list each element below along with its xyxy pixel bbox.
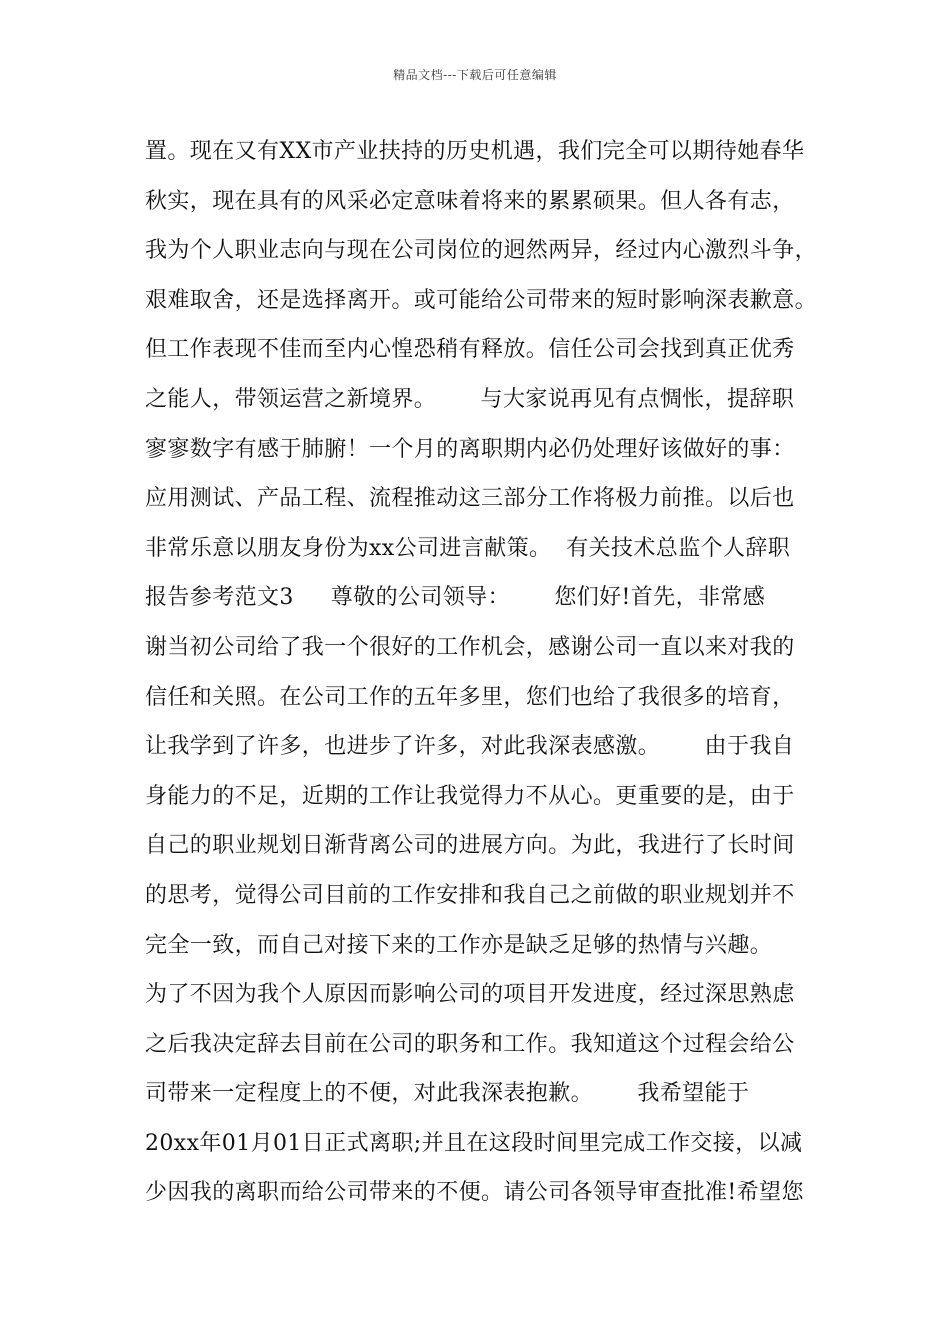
- text-line: 身能力的不足，近期的工作让我觉得力不从心。更重要的是，由于: [145, 783, 795, 809]
- text-line: 非常乐意以朋友身份为xx公司进言献策。 有关技术总监个人辞职: [145, 535, 791, 561]
- text-line: 自己的职业规划日渐背离公司的进展方向。为此，我进行了长时间: [145, 833, 795, 859]
- text-line: 之能人，带领运营之新境界。 与大家说再见有点惆怅，提辞职: [145, 386, 795, 412]
- text-line: 少因我的离职而给公司带来的不便。请公司各领导审查批准!希望您: [145, 1180, 804, 1206]
- text-line: 我为个人职业志向与现在公司岗位的迥然两异，经过内心激烈斗争，: [145, 238, 818, 264]
- text-line: 信任和关照。在公司工作的五年多里，您们也给了我很多的培育，: [145, 684, 795, 710]
- text-line: 20xx年01月01日正式离职;并且在这段时间里完成工作交接，以减: [145, 1130, 803, 1156]
- text-line: 的思考，觉得公司目前的工作安排和我自己之前做的职业规划并不: [145, 882, 795, 908]
- text-line: 让我学到了许多，也进步了许多，对此我深表感激。 由于我自: [145, 734, 795, 760]
- text-line: 报告参考范文3 尊敬的公司领导： 您们好!首先，非常感: [145, 585, 766, 611]
- text-line: 秋实，现在具有的风采必定意味着将来的累累硕果。但人各有志，: [145, 188, 795, 214]
- text-line: 之后我决定辞去目前在公司的职务和工作。我知道这个过程会给公: [145, 1031, 795, 1057]
- text-line: 为了不因为我个人原因而影响公司的项目开发进度，经过深思熟虑: [145, 982, 795, 1008]
- text-line: 应用测试、产品工程、流程推动这三部分工作将极力前推。以后也: [145, 486, 795, 512]
- text-line: 司带来一定程度上的不便，对此我深表抱歉。 我希望能于: [145, 1081, 750, 1107]
- text-line: 完全一致，而自己对接下来的工作亦是缺乏足够的热情与兴趣。: [145, 932, 773, 958]
- text-line: 艰难取舍，还是选择离开。或可能给公司带来的短时影响深表歉意。: [145, 287, 818, 313]
- text-line: 置。现在又有XX市产业扶持的历史机遇，我们完全可以期待她春华: [145, 139, 805, 164]
- text-line: 谢当初公司给了我一个很好的工作机会，感谢公司一直以来对我的: [145, 634, 795, 660]
- text-line: 寥寥数字有感于肺腑！一个月的离职期内必仍处理好该做好的事：: [145, 436, 795, 462]
- page-header: 精品文档---下载后可任意编辑: [393, 68, 557, 82]
- text-line: 但工作表现不佳而至内心惶恐稍有释放。信任公司会找到真正优秀: [145, 337, 795, 363]
- document-body: [145, 132, 845, 1223]
